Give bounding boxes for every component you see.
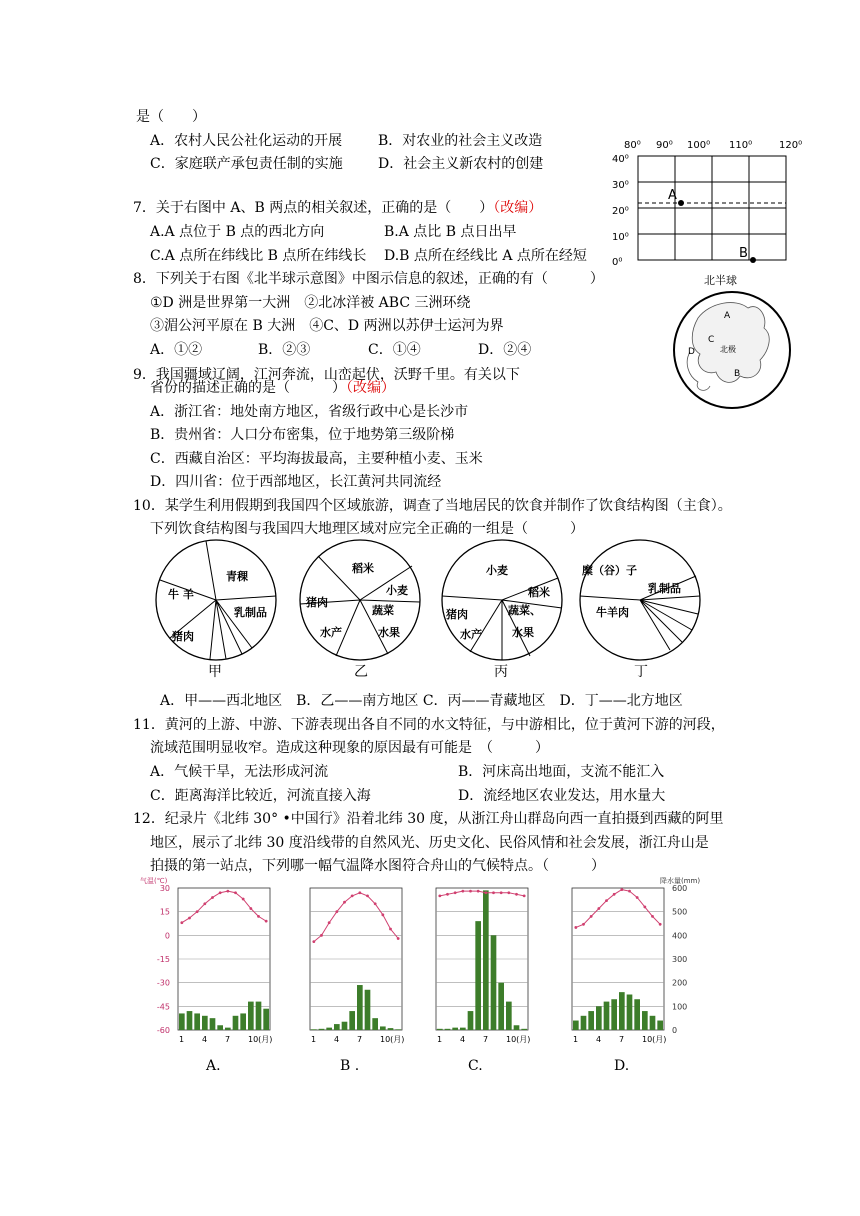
q9-note: （改编） xyxy=(346,380,395,396)
q11-option-b[interactable]: B．河床高出地面，支流不能汇入 xyxy=(458,764,665,780)
q8-option-c[interactable]: C．①④ xyxy=(368,342,421,358)
precip-bar xyxy=(248,1002,254,1030)
month-tick: 4 xyxy=(202,1035,208,1044)
temp-point xyxy=(582,923,585,926)
q6-option-d[interactable]: D．社会主义新农村的创建 xyxy=(378,156,544,172)
chart-label-c[interactable]: C. xyxy=(468,1058,483,1074)
temp-tick: -60 xyxy=(156,1026,170,1035)
temp-point xyxy=(523,894,526,897)
pie-label: 青稞 xyxy=(226,570,248,583)
precip-bar xyxy=(256,1002,262,1030)
month-tick: 7 xyxy=(483,1035,489,1044)
temp-point xyxy=(234,891,237,894)
temp-point xyxy=(389,928,392,931)
precip-bar xyxy=(319,1029,325,1030)
precip-bar xyxy=(452,1028,458,1030)
pie-label: 水果 xyxy=(512,626,534,639)
temp-axis-title: 气温(℃) xyxy=(140,877,168,885)
month-tick: 7 xyxy=(619,1035,625,1044)
precip-tick: 0 xyxy=(672,1026,678,1035)
lat-label: 20⁰ xyxy=(612,206,629,217)
pie-label: 乳制品 xyxy=(234,606,267,619)
temp-point xyxy=(446,893,449,896)
temp-point xyxy=(438,894,441,897)
pie-label: 猪肉 xyxy=(172,630,194,643)
precip-bar xyxy=(468,1011,474,1030)
temp-point xyxy=(515,893,518,896)
temp-point xyxy=(351,894,354,897)
precip-bar xyxy=(437,1029,443,1030)
point-b-label: B xyxy=(739,246,748,261)
pie-label: 糜（谷）子 xyxy=(582,564,637,577)
month-tick: 7 xyxy=(225,1035,231,1044)
precip-bar xyxy=(395,1029,401,1030)
precip-bar xyxy=(657,1021,663,1030)
temp-point xyxy=(358,891,361,894)
q11-stem-2: 流域范围明显收窄。造成这种现象的原因最有可能是 （ ） xyxy=(150,740,549,756)
q6-option-b[interactable]: B．对农业的社会主义改造 xyxy=(378,133,543,149)
hemi-title: 北半球 xyxy=(704,274,737,287)
q11-stem-1: 11．黄河的上游、中游、下游表现出各自不同的水文特征，与中游相比，位于黄河下游的河段， xyxy=(133,717,725,733)
q7-option-d[interactable]: D.B 点所在经线比 A 点所在经短 xyxy=(384,248,587,264)
diet-pie-charts xyxy=(150,536,710,686)
temp-point xyxy=(507,891,510,894)
q10-stem-2: 下列饮食结构图与我国四大地理区域对应完全正确的一组是（ ） xyxy=(150,521,584,537)
precip-bar xyxy=(460,1028,466,1030)
month-tick: 1 xyxy=(573,1035,579,1044)
temp-point xyxy=(620,888,623,891)
precip-bar xyxy=(521,1029,527,1030)
precip-bar xyxy=(483,890,489,1030)
lat-lon-grid-map xyxy=(612,134,812,270)
pie-label: 蔬菜、 xyxy=(508,604,541,617)
precip-bar xyxy=(202,1016,208,1030)
precip-bar xyxy=(445,1029,451,1030)
lat-label: 10⁰ xyxy=(612,232,629,243)
precip-bar xyxy=(588,1011,594,1030)
temp-tick: -15 xyxy=(156,955,170,964)
q6-option-c[interactable]: C．家庭联产承包责任制的实施 xyxy=(150,156,343,172)
pie-name: 乙 xyxy=(354,664,368,680)
temp-point xyxy=(219,891,222,894)
temp-point xyxy=(613,893,616,896)
precip-bar xyxy=(225,1028,231,1030)
precip-bar xyxy=(619,992,625,1030)
pie-ding xyxy=(580,540,700,680)
pie-yi xyxy=(300,540,420,680)
precip-bar xyxy=(210,1018,216,1030)
precip-tick: 300 xyxy=(672,955,688,964)
precip-bar xyxy=(179,1013,185,1030)
precip-bar xyxy=(342,1022,348,1030)
pie-label: 稻米 xyxy=(528,586,550,599)
q8-statement-1: ①D 洲是世界第一大洲 ②北冰洋被 ABC 三洲环绕 xyxy=(150,295,471,311)
q8-stem: 8．下列关于右图《北半球示意图》中图示信息的叙述，正确的有（ ） xyxy=(133,271,604,287)
q11-option-d[interactable]: D．流经地区农业发达，用水量大 xyxy=(458,788,666,804)
precip-bar xyxy=(498,983,504,1030)
precip-bar xyxy=(581,1016,587,1030)
precip-bar xyxy=(573,1021,579,1030)
temp-point xyxy=(477,890,480,893)
temp-point xyxy=(257,915,260,918)
q8-option-a[interactable]: A．①② xyxy=(150,342,203,358)
precip-bar xyxy=(380,1026,386,1030)
month-tick: 10(月) xyxy=(642,1035,667,1044)
precip-bar xyxy=(349,1011,355,1030)
temp-point xyxy=(335,910,338,913)
precip-bar xyxy=(650,1016,656,1030)
lon-label: 80⁰ xyxy=(624,140,641,151)
temp-point xyxy=(188,917,191,920)
precip-bar xyxy=(187,1011,193,1030)
temp-point xyxy=(226,890,229,893)
month-tick: 7 xyxy=(357,1035,363,1044)
q9-option-d[interactable]: D．四川省：位于西部地区，长江黄河共同流经 xyxy=(150,474,442,490)
precip-bar xyxy=(194,1013,200,1030)
month-tick: 1 xyxy=(437,1035,443,1044)
chart-label-a[interactable]: A. xyxy=(206,1058,221,1074)
precip-bar xyxy=(334,1024,340,1030)
lat-label: 30⁰ xyxy=(612,180,629,191)
q9-option-c[interactable]: C．西藏自治区：平均海拔最高，主要种植小麦、玉米 xyxy=(150,451,483,467)
lat-label: 40⁰ xyxy=(612,154,629,165)
q11-option-a[interactable]: A．气候干旱，无法形成河流 xyxy=(150,764,329,780)
pie-bing xyxy=(442,540,562,680)
pie-label: 乳制品 xyxy=(648,582,681,595)
hemi-label-b: B xyxy=(734,369,741,379)
lon-label: 110⁰ xyxy=(729,140,753,151)
temp-tick: -30 xyxy=(156,978,170,988)
q9-option-b[interactable]: B．贵州省：人口分布密集，位于地势第三级阶梯 xyxy=(150,427,455,443)
temp-point xyxy=(343,901,346,904)
pie-label: 蔬菜 xyxy=(372,604,394,617)
q9-stem-2: 省份的描述正确的是（ ）（改编） xyxy=(150,380,395,396)
month-tick: 1 xyxy=(311,1035,317,1044)
hemi-label-a: A xyxy=(724,311,731,321)
temp-tick: -45 xyxy=(156,1002,170,1012)
temp-point xyxy=(328,921,331,924)
q8-statement-2: ③湄公河平原在 B 大洲 ④C、D 两洲以苏伊士运河为界 xyxy=(150,318,504,334)
temp-point xyxy=(203,902,206,905)
lon-label: 90⁰ xyxy=(656,140,673,151)
q7-option-b[interactable]: B.A 点比 B 点日出早 xyxy=(384,224,517,240)
pie-jia xyxy=(156,540,276,680)
precip-tick: 400 xyxy=(672,931,688,941)
pie-name: 丁 xyxy=(634,664,648,680)
precip-tick: 500 xyxy=(672,907,688,917)
pie-label: 小麦 xyxy=(386,584,408,597)
q9-option-a[interactable]: A．浙江省：地处南方地区，省级行政中心是长沙市 xyxy=(150,404,469,420)
pie-label: 水产 xyxy=(320,626,342,639)
precip-bar xyxy=(311,1029,317,1030)
temp-point xyxy=(265,920,268,923)
precip-bar xyxy=(634,999,640,1030)
precip-bar xyxy=(475,921,481,1030)
chart-label-d[interactable]: D. xyxy=(614,1058,630,1074)
hemi-label-c: C xyxy=(708,335,715,345)
q12-stem-1: 12．纪录片《北纬 30° •中国行》沿着北纬 30 度，从浙江舟山群岛向西一直拍摄到西藏的阿里 xyxy=(133,811,724,827)
temp-point xyxy=(628,890,631,893)
pie-name: 甲 xyxy=(208,664,222,680)
q6-option-a[interactable]: A．农村人民公社化运动的开展 xyxy=(150,133,343,149)
q10-stem-1: 10．某学生利用假期到我国四个区域旅游，调查了当地居民的饮食并制作了饮食结构图（主食）。 xyxy=(133,498,732,514)
temp-point xyxy=(242,898,245,901)
temp-point xyxy=(366,894,369,897)
precip-tick: 200 xyxy=(672,978,688,988)
temp-point xyxy=(484,891,487,894)
temp-point xyxy=(211,896,214,899)
precip-bar xyxy=(240,1013,246,1030)
precip-tick: 100 xyxy=(672,1002,688,1012)
q8-option-d[interactable]: D．②④ xyxy=(478,342,532,358)
temp-point xyxy=(659,923,662,926)
precip-bar xyxy=(596,1006,602,1030)
q7-option-a[interactable]: A.A 点位于 B 点的西北方向 xyxy=(150,224,325,240)
precip-bar xyxy=(365,990,371,1030)
temp-point xyxy=(196,910,199,913)
precip-bar xyxy=(326,1028,332,1030)
month-tick: 1 xyxy=(179,1035,185,1044)
precip-bar xyxy=(642,1011,648,1030)
month-tick: 10(月) xyxy=(248,1035,273,1044)
precip-bar xyxy=(217,1025,223,1030)
q8-option-b[interactable]: B．②③ xyxy=(258,342,311,358)
q6-tail: 是（ ） xyxy=(136,109,206,125)
lon-label: 100⁰ xyxy=(687,140,711,151)
point-a xyxy=(678,200,684,206)
pie-label: 水产 xyxy=(460,628,482,641)
precip-bar xyxy=(604,1002,610,1030)
q7-note: （改编） xyxy=(493,200,543,216)
northern-hemisphere-map xyxy=(644,272,824,412)
pie-label: 小麦 xyxy=(486,564,508,577)
precip-bar xyxy=(357,985,363,1030)
precip-bar xyxy=(506,1002,512,1030)
month-tick: 4 xyxy=(596,1035,602,1044)
pie-label: 牛羊肉 xyxy=(596,606,629,619)
month-tick: 4 xyxy=(460,1035,466,1044)
pie-label: 稻米 xyxy=(352,562,374,575)
temp-point xyxy=(397,937,400,940)
precip-tick: 600 xyxy=(672,884,688,893)
temp-point xyxy=(492,891,495,894)
precip-bar xyxy=(263,1009,269,1030)
precip-bar xyxy=(514,1025,520,1030)
lat-label: 0⁰ xyxy=(612,257,623,268)
point-a-label: A xyxy=(668,188,677,203)
temp-point xyxy=(605,899,608,902)
q7-stem: 7．关于右图中 A、B 两点的相关叙述，正确的是（ ）（改编） xyxy=(133,200,543,216)
pie-label: 牛 羊 xyxy=(168,588,194,601)
temp-point xyxy=(500,891,503,894)
climate-charts xyxy=(140,874,720,1052)
temp-tick: 0 xyxy=(164,931,170,941)
precip-axis-title: 降水量(mm) xyxy=(660,877,701,885)
temp-point xyxy=(597,907,600,910)
q9-stem-1: 9．我国疆域辽阔，江河奔流，山峦起伏，沃野千里。有关以下 xyxy=(133,367,520,383)
lon-label: 120⁰ xyxy=(779,140,803,151)
month-tick: 10(月) xyxy=(506,1035,531,1044)
precip-bar xyxy=(388,1028,394,1030)
pie-label: 猪肉 xyxy=(446,608,468,621)
pie-label: 水果 xyxy=(378,626,400,639)
chart-label-b[interactable]: B . xyxy=(340,1058,360,1074)
pie-label: 猪肉 xyxy=(306,596,328,609)
q10-options[interactable]: A．甲——西北地区 B．乙——南方地区 C．丙——青藏地区 D．丁——北方地区 xyxy=(160,693,683,709)
temp-point xyxy=(249,907,252,910)
temp-point xyxy=(374,902,377,905)
precip-bar xyxy=(611,999,617,1030)
precip-bar xyxy=(372,1018,378,1030)
temp-tick: 30 xyxy=(159,884,170,893)
q7-option-c[interactable]: C.A 点所在纬线比 B 点所在纬线长 xyxy=(150,248,367,264)
precip-bar xyxy=(233,1016,239,1030)
precip-bar xyxy=(491,935,497,1030)
precip-bar xyxy=(627,995,633,1031)
temp-point xyxy=(320,934,323,937)
q12-stem-3: 拍摄的第一站点，下列哪一幅气温降水图符合舟山的气候特点。（ ） xyxy=(150,858,605,874)
temp-point xyxy=(312,940,315,943)
temp-point xyxy=(454,891,457,894)
hemi-label-pole: 北极 xyxy=(720,345,736,354)
temp-point xyxy=(636,896,639,899)
point-b xyxy=(750,257,756,263)
month-tick: 4 xyxy=(334,1035,340,1044)
temp-point xyxy=(381,913,384,916)
q12-stem-2: 地区，展示了北纬 30 度沿线带的自然风光、历史文化、民俗风情和社会发展，浙江舟山是 xyxy=(150,835,709,851)
temp-point xyxy=(651,915,654,918)
hemi-label-d: D xyxy=(688,347,695,357)
q11-option-c[interactable]: C．距离海洋比较近，河流直接入海 xyxy=(150,788,371,804)
temp-point xyxy=(180,921,183,924)
temp-tick: 15 xyxy=(159,907,170,917)
temp-point xyxy=(469,890,472,893)
temp-point xyxy=(643,906,646,909)
month-tick: 10(月) xyxy=(380,1035,405,1044)
temp-point xyxy=(590,915,593,918)
pie-name: 丙 xyxy=(494,664,508,680)
temp-point xyxy=(461,890,464,893)
temp-point xyxy=(574,926,577,929)
